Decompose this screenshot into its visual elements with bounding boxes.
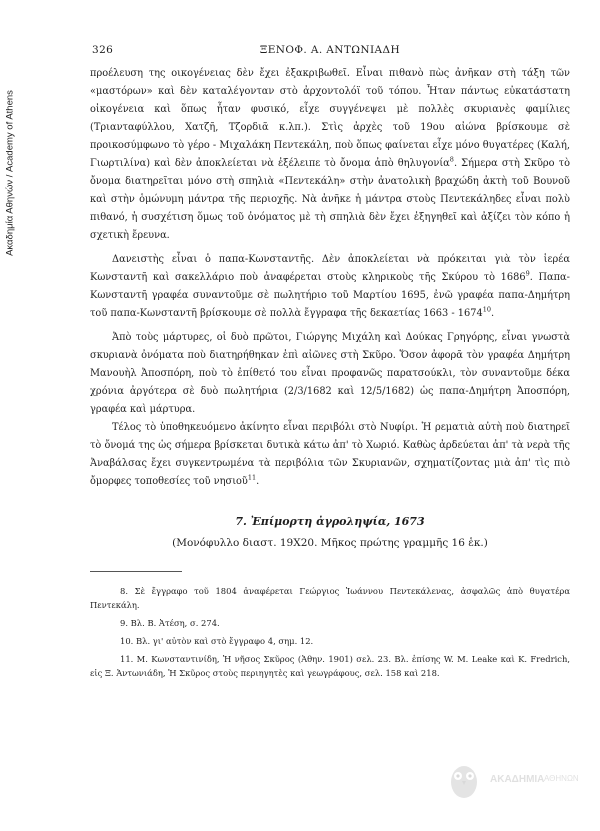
footnote-ref: 10 [482, 305, 491, 314]
footnote-ref: 11 [247, 473, 257, 482]
page-header [90, 44, 570, 62]
footnote: 8. Σὲ ἔγγραφο τοῦ 1804 ἀναφέρεται Γεώργιος Ἰωάννου Πεντεκάλενας, ἀσφαλῶς ἀπὸ θυγατέρα Πεντεκάλη. [90, 586, 570, 610]
body-text [90, 65, 570, 491]
footnotes [90, 584, 570, 680]
page [90, 44, 570, 684]
side-watermark [3, 18, 17, 328]
paragraph: Τέλος τὸ ὑποθηκευόμενο ἀκίνητο εἶναι περιβόλι στὸ Νυφίρι. Ἡ ρεματιὰ αὐτὴ ποὺ διατηρεῖ τὸ ὄνομά της ὡς σήμερα βρίσκεται δυτικὰ κάτω ἀπ' τὸ Χωριό. Καθὼς ἀρδεύεται ἀπ' τὰ νερὰ τῆς Ἀναβάλσας ἔχει συγκεντρωμένα τὰ περιβόλια τῶν Σκυριανῶν, σχηματίζοντας μιὰ ἀπ' τὶς πιὸ ὄμορφες τοποθεσίες τοῦ νησιοῦ$^{11}$. [90, 422, 570, 487]
paragraph [90, 65, 570, 245]
paragraph: Δανειστὴς εἶναι ὁ παπα-Κωνσταντῆς. Δὲν ἀποκλείεται νὰ πρόκειται γιὰ τὸν ἱερέα Κωνσταντῆ καὶ σακελλάριο ποὺ ἀναφέρεται στοὺς κληρικοὺς τῆς Σκύρου τὸ 1686$^9$. Παπα-Κωνσταντῆ γραφέα συναντοῦμε σὲ πωλητήριο τοῦ Μαρτίου 1695, ἐνῶ γραφέα παπα-Δημήτρη τοῦ παπα-Κωνσταντῆ βρίσκουμε σὲ πολλὰ ἔγγραφα τῆς δεκαετίας 1663 - 1674$^{10}$. [90, 254, 570, 319]
footnote: 10. Βλ. γι' αὐτὸν καὶ στὸ ἔγγραφο 4, σημ. 12. [120, 636, 314, 646]
footnote-ref: 8 [449, 155, 454, 164]
logo-name: ΑΚΑΔΗΜΙΑ [490, 774, 545, 785]
paragraph-text: ἐνῶ γραφέα παπα-Δημήτρη τοῦ παπα-Κωνσταντῆ βρίσκουμε σὲ πολλὰ ἔγγραφα τῆς δεκαετίας 1663 - 1674 [90, 290, 570, 319]
section-subtitle: (Μονόφυλλο διαστ. 19X20. Μῆκος πρώτης γραμμῆς 16 ἑκ.) [172, 537, 488, 549]
paragraph-text: προέλευση της οικογένειας δὲν ἔχει ἐξακριβωθεῖ. Εἶναι πιθανὸ πὼς ἀνῆκαν στὴ τάξη τῶν «μαστόρων» καὶ δὲν καταλέγονταν στὸ ἀρχοντολόϊ τοῦ τόπου. Ἦταν πάντως εὐκατάστατη οἰκογένεια καὶ ὅπως ἦταν φυσικό, εἶχε συγγένεψει μὲ πολλὲς σκυριανὲς φαμίλιες (Τριανταφύλλου, Χατζῆ, Τζορδιᾶ κ.λπ.). Στὶς ἀρχὲς τοῦ 19ου αἰώνα βρίσκουμε σὲ προικοσύμφωνο τὸ γέρο - Μιχαλάκη Πεντεκάλη, ποὺ ὅπως φαίνεται εἶχε μόνο θυγατέρες (Καλή, Γιωρτιλίνα) καὶ δὲν ἀποκλείεται νὰ ἐξέλειπε τὸ ὄνομα ἀπὸ θηλυγονία [90, 68, 570, 169]
paragraph-text: . Παπα-Κωνσταντῆ γραφέα συναντοῦμε σὲ πωλητήριο τοῦ Μαρτίου 1695, [90, 272, 570, 301]
paragraph [90, 329, 570, 419]
section-title: 7. Ἐπίμορτη ἀγροληψία, 1673 [235, 515, 425, 528]
footnote: 11. Μ. Κωνσταντινίδη, Ἡ νῆσος Σκῦρος (Ἀθην. 1901) σελ. 23. Βλ. ἐπίσης W. M. Leake καὶ K. Fredrich, εἰς Ξ. Ἀντωνιάδη, Ἡ Σκῦρος στοὺς περιηγητὲς καὶ γεωγράφους, σελ. 158 καὶ 218. [90, 654, 570, 678]
running-head: ΞΕΝΟΦ. Α. ΑΝΤΩΝΙΑΔΗ [259, 44, 401, 56]
footnote-ref: 9 [525, 269, 530, 278]
paragraph-text: . Σήμερα στὴ Σκῦρο τὸ ὄνομα διατηρεῖται μόνο στὴ σπηλιὰ «Πεντεκάλη» στὴν ἀνατολικὴ βραχώδη ἀκτὴ τοῦ Βουνοῦ καὶ στὴν ὁμώνυμη μάντρα τῆς περιοχῆς. Νὰ ἀνῆκε ἡ μάντρα στοὺς Πεντεκάληδες εἶναι πολὺ πιθανό, ἡ συσχέτιση ὅμως τοῦ ὀνόματος μὲ τὴ σπηλιὰ δὲν ἔχει ἐξηγηθεῖ καὶ ἀξίζει τὸν κόπο ἡ σχετικὴ ἔρευνα. [90, 158, 570, 241]
footnote-divider [90, 571, 182, 572]
paragraph-text: Ἀπὸ τοὺς μάρτυρες, οἱ δυὸ πρῶτοι, Γιώργης Μιχάλη καὶ Δούκας Γρηγόρης, εἶναι γνωστὰ σκυριανὰ ὀνόματα ποὺ διατηρήθηκαν ἐπὶ αἰῶνες στὴ Σκῦρο. Ὅσον ἀφορᾶ τὸν γραφέα Δημήτρη Μανουὴλ Ἀποσπόρη, ποὺ τὸ ἐπίθετό του εἶναι προφανῶς παρατσούκλι, τὸν συναντοῦμε δέκα χρόνια ἀργότερα σὲ δυὸ πωλητήρια (2/3/1682 καὶ 12/5/1682) ὡς παπα-Δημήτρη Ἀποσπόρη, γραφέα καὶ μάρτυρα. [90, 332, 570, 415]
page-number: 326 [92, 44, 114, 56]
side-watermark-text: Ακαδημία Αθηνών / Academy of Athens [4, 90, 16, 256]
paragraph-text: Τέλος τὸ ὑποθηκευόμενο ἀκίνητο εἶναι περιβόλι στὸ Νυφίρι. Ἡ ρεματιὰ αὐτὴ ποὺ διατηρεῖ τὸ ὄνομά της ὡς σήμερα βρίσκεται δυτικὰ κάτω ἀπ' τὸ Χωριό. Καθὼς ἀρδεύεται ἀπ' τὰ νερὰ τῆς Ἀναβάλσας ἔχει συγκεντρωμένα τὰ περιβόλια τῶν Σκυριανῶν, σχηματίζοντας μιὰ ἀπ' τὶς πιὸ ὄμορφες τοποθεσίες τοῦ νησιοῦ [90, 422, 570, 487]
footnote: 9. Βλ. Β. Ἀτέση, σ. 274. [120, 618, 220, 628]
owl-icon [446, 760, 482, 800]
academy-logo [446, 760, 586, 800]
paragraph-text: Δανειστὴς εἶναι ὁ παπα-Κωνσταντῆς. Δὲν ἀποκλείεται νὰ πρόκειται γιὰ τὸν ἱερέα Κωνσταντῆ καὶ σακελλάριο ποὺ ἀναφέρεται στοὺς κληρικοὺς τῆς Σκύρου τὸ 1686 [90, 254, 570, 283]
logo-name-secondary: ΑΘΗΝΩΝ [544, 774, 579, 783]
